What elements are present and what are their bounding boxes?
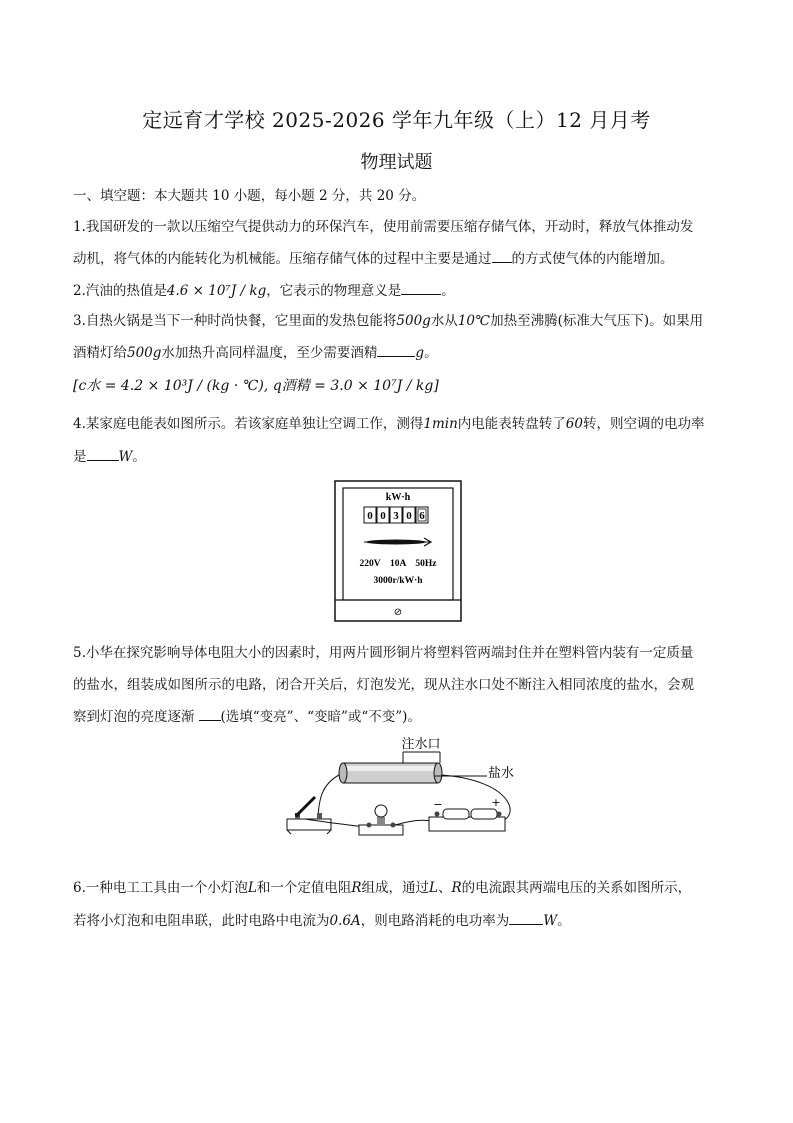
exam-subtitle: 物理试题 bbox=[360, 152, 433, 173]
q3-text-e: 水加热升高同样温度，至少需要酒精 bbox=[161, 345, 378, 361]
q4-unit: W bbox=[118, 449, 133, 465]
q3-answer-blank[interactable] bbox=[377, 342, 415, 357]
wire-lamp-battery bbox=[395, 820, 433, 825]
q2-answer-blank[interactable] bbox=[401, 280, 441, 295]
meter-digit-5: 6 bbox=[419, 510, 425, 522]
q1-text-a: 动机，将气体的内能转化为机械能。压缩存储气体的过程中主要是通过 bbox=[73, 251, 492, 267]
q2-line bbox=[73, 280, 733, 301]
q3-text-d: 酒精灯给 bbox=[73, 345, 127, 361]
section-heading: 一、填空题：本大题共 10 小题，每小题 2 分，共 20 分。 bbox=[73, 188, 426, 204]
saltwater-circuit-figure bbox=[275, 733, 530, 843]
q3-end: 。 bbox=[424, 345, 438, 361]
q3-text-c: 加热至沸腾(标准大气压下)。如果用 bbox=[490, 313, 704, 329]
q5-text-a: 察到灯泡的亮度逐渐 bbox=[73, 709, 195, 725]
q3-temp: 10℃ bbox=[457, 313, 491, 329]
meter-specs: 220V 10A 50Hz bbox=[359, 559, 437, 569]
q1-line1: 1.我国研发的一款以压缩空气提供动力的环保汽车，使用前需要压缩存储气体，开动时，释放气体推动发 bbox=[73, 219, 694, 235]
q6-unit: W bbox=[543, 913, 558, 929]
q2-suffix: ，它表示的物理意义是 bbox=[266, 283, 402, 299]
q5-line3 bbox=[73, 706, 733, 727]
q3-line1 bbox=[73, 311, 733, 331]
plastic-tube bbox=[339, 763, 442, 783]
q5-answer-blank[interactable] bbox=[199, 706, 221, 721]
q3-text-a: 3.自热火锅是当下一种时尚快餐，它里面的发热包能将 bbox=[73, 313, 397, 329]
q4-line1 bbox=[73, 414, 733, 434]
q3-given-constants: [c水 = 4.2 × 10³J / (kg · ℃), q酒精 = 3.0 × 10⁷J / kg] bbox=[73, 378, 439, 394]
q2-prefix: 2.汽油的热值是 bbox=[73, 283, 167, 299]
q4-answer-blank[interactable] bbox=[87, 446, 119, 461]
q6-text-b: 和一个定值电阻 bbox=[256, 880, 352, 896]
inlet-label: 注水口 bbox=[401, 737, 441, 752]
q4-turns: 60 bbox=[565, 416, 583, 432]
q4-text-c: 转，则空调的电功率 bbox=[582, 416, 705, 432]
q6-resistor-symbol-2: R bbox=[451, 880, 462, 896]
q6-text-a: 6.一种电工工具由一个小灯泡 bbox=[73, 880, 248, 896]
meter-digit-4: 0 bbox=[406, 510, 412, 522]
meter-constant: 3000r/kW·h bbox=[373, 576, 423, 586]
battery-minus-label: − bbox=[433, 798, 443, 811]
q6-text-e: 若将小灯泡和电阻串联，此时电路中电流为 bbox=[73, 913, 330, 929]
q3-text-b: 水从 bbox=[430, 313, 458, 329]
battery-plus-label: + bbox=[491, 796, 501, 809]
q6-resistor-symbol: R bbox=[351, 880, 362, 896]
q6-lamp-symbol: L bbox=[247, 880, 257, 896]
q4-text-a: 4.某家庭电能表如图所示。若该家庭单独让空调工作，测得 bbox=[73, 416, 424, 432]
q3-mass2: 500g bbox=[127, 345, 162, 361]
q6-text-f: ，则电路消耗的电功率为 bbox=[360, 913, 510, 929]
q4-time: 1min bbox=[423, 416, 458, 432]
q1-line2 bbox=[73, 248, 733, 269]
q3-line2 bbox=[73, 342, 733, 363]
q4-line2 bbox=[73, 446, 733, 467]
q6-answer-blank[interactable] bbox=[509, 910, 543, 925]
meter-terminal-icon: ⊘ bbox=[393, 607, 403, 618]
q4-end: 。 bbox=[132, 449, 146, 465]
meter-unit-label: kW·h bbox=[385, 492, 411, 503]
meter-digit-2: 0 bbox=[380, 510, 386, 522]
salt-water-label: 盐水 bbox=[488, 766, 515, 781]
q6-text-d: 的电流跟其两端电压的关系如图所示， bbox=[461, 880, 692, 896]
q2-end: 。 bbox=[441, 283, 455, 299]
q4-text-d: 是 bbox=[73, 449, 87, 465]
q5-line2: 的盐水，组装成如图所示的电路，闭合开关后，灯泡发光，现从注水口处不断注入相同浓度的盐水，会观 bbox=[73, 677, 694, 693]
q1-text-b: 的方式使气体的内能增加。 bbox=[511, 251, 674, 267]
q6-line1 bbox=[73, 878, 733, 898]
q1-answer-blank[interactable] bbox=[492, 248, 512, 263]
battery-pack-icon bbox=[429, 809, 505, 831]
q4-text-b: 内电能表转盘转了 bbox=[457, 416, 566, 432]
exam-title: 定远育才学校 2025-2026 学年九年级（上）12 月月考 bbox=[142, 108, 651, 132]
meter-digit-3: 3 bbox=[393, 510, 399, 522]
q5-text-b: (选填“变亮”、“变暗”或“不变”)。 bbox=[220, 709, 421, 725]
light-bulb-icon bbox=[359, 805, 403, 835]
q5-line1: 5.小华在探究影响导体电阻大小的因素时，用两片圆形铜片将塑料管两端封住并在塑料管内装有一定质量 bbox=[73, 645, 694, 661]
q6-current: 0.6A bbox=[329, 913, 361, 929]
meter-digit-1: 0 bbox=[367, 510, 373, 522]
knife-switch-icon bbox=[287, 797, 331, 834]
q2-heat-value: 4.6 × 10⁷J / kg bbox=[166, 283, 267, 299]
q6-end: 。 bbox=[557, 913, 571, 929]
q6-text-c: 组成，通过 bbox=[361, 880, 430, 896]
q6-lamp-symbol-2: L bbox=[429, 880, 438, 896]
q3-mass: 500g bbox=[396, 313, 431, 329]
q6-sep: 、 bbox=[438, 880, 452, 896]
q3-unit: g bbox=[415, 345, 425, 361]
energy-meter-figure bbox=[334, 480, 462, 622]
q6-line2 bbox=[73, 910, 733, 931]
